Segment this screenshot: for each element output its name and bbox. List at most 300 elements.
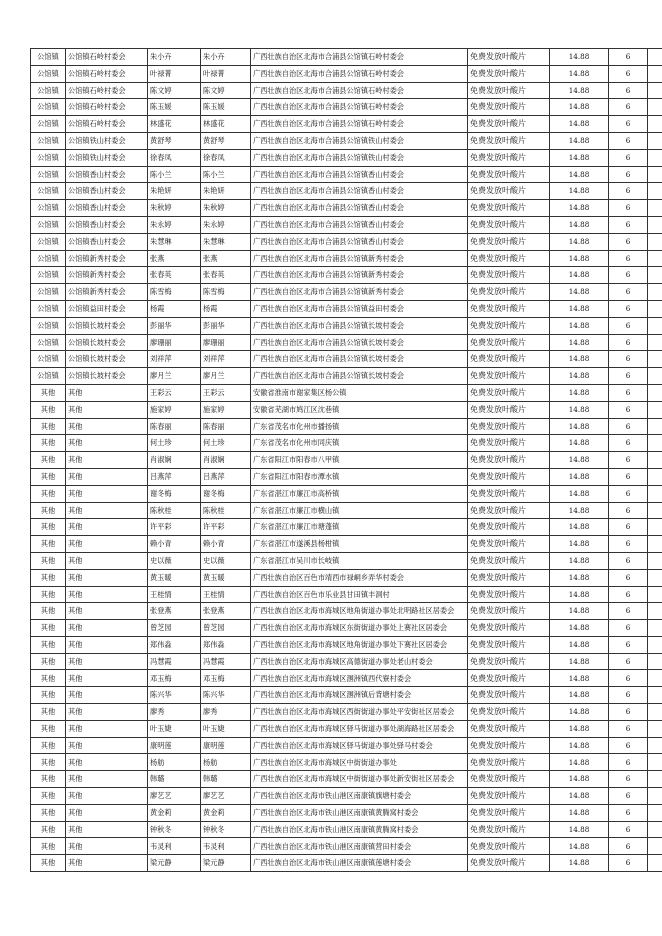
verified-name-cell: 谢冬梅 (201, 485, 251, 502)
remarks-cell (648, 368, 662, 385)
amount-cell: 14.88 (550, 317, 609, 334)
address-cell: 广东省阳江市阳春市八甲镇 (251, 452, 468, 469)
recipient-name-cell: 陈秋桂 (148, 502, 201, 519)
town-cell: 公馆镇 (31, 368, 66, 385)
address-cell: 安徽省淮南市谢家集区杨公镇 (251, 384, 468, 401)
table-row (31, 99, 662, 116)
amount-cell: 14.88 (550, 368, 609, 385)
address-cell: 广西壮族自治区北海市合浦县公馆镇铁山村委会 (251, 149, 468, 166)
recipient-name-cell: 梁元静 (148, 855, 201, 872)
service-cell: 免费发放叶酸片 (468, 620, 550, 637)
amount-cell: 14.88 (550, 250, 609, 267)
remarks-cell (648, 452, 662, 469)
recipient-name-cell: 徐春凤 (148, 149, 201, 166)
table-row (31, 351, 662, 368)
quantity-cell: 6 (609, 65, 648, 82)
recipient-name-cell: 朱慧琳 (148, 233, 201, 250)
table-row (31, 586, 662, 603)
recipient-name-cell: 肖淑娴 (148, 452, 201, 469)
amount-cell: 14.88 (550, 586, 609, 603)
recipient-name-cell: 张春英 (148, 267, 201, 284)
quantity-cell: 6 (609, 687, 648, 704)
remarks-cell (648, 82, 662, 99)
address-cell: 广西壮族自治区北海市海城区涠洲镇西代寮村委会 (251, 670, 468, 687)
table-row (31, 603, 662, 620)
address-cell: 广西壮族自治区北海市海城区地角街道办事处下赛社区居委会 (251, 636, 468, 653)
quantity-cell: 6 (609, 418, 648, 435)
quantity-cell: 6 (609, 49, 648, 66)
service-cell: 免费发放叶酸片 (468, 804, 550, 821)
amount-cell: 14.88 (550, 401, 609, 418)
amount-cell: 14.88 (550, 166, 609, 183)
recipient-name-cell: 彭丽华 (148, 317, 201, 334)
village-cell: 其他 (66, 754, 148, 771)
amount-cell: 14.88 (550, 653, 609, 670)
verified-name-cell: 黄金莉 (201, 804, 251, 821)
town-cell: 公馆镇 (31, 166, 66, 183)
amount-cell: 14.88 (550, 284, 609, 301)
village-cell: 其他 (66, 552, 148, 569)
town-cell: 公馆镇 (31, 300, 66, 317)
table-row (31, 250, 662, 267)
table-row (31, 771, 662, 788)
town-cell: 其他 (31, 485, 66, 502)
amount-cell: 14.88 (550, 636, 609, 653)
quantity-cell: 6 (609, 452, 648, 469)
remarks-cell (648, 233, 662, 250)
address-cell: 广西壮族自治区北海市合浦县公馆镇香山村委会 (251, 166, 468, 183)
address-cell: 广西壮族自治区百色市靖西市禄峒乡弄华村委会 (251, 569, 468, 586)
address-cell: 广东省湛江市廉江市塘蓬镇 (251, 519, 468, 536)
address-cell: 广西壮族自治区北海市合浦县公馆镇长坡村委会 (251, 334, 468, 351)
amount-cell: 14.88 (550, 603, 609, 620)
town-cell: 其他 (31, 670, 66, 687)
verified-name-cell: 王桂情 (201, 586, 251, 603)
amount-cell: 14.88 (550, 99, 609, 116)
town-cell: 其他 (31, 804, 66, 821)
remarks-cell (648, 620, 662, 637)
address-cell: 广西壮族自治区北海市海城区涠洲镇后背塘村委会 (251, 687, 468, 704)
address-cell: 广西壮族自治区北海市海城区中街街道办事处新安街社区居委会 (251, 771, 468, 788)
table-row (31, 183, 662, 200)
village-cell: 其他 (66, 468, 148, 485)
town-cell: 公馆镇 (31, 334, 66, 351)
verified-name-cell: 陈兴华 (201, 687, 251, 704)
service-cell: 免费发放叶酸片 (468, 82, 550, 99)
service-cell: 免费发放叶酸片 (468, 267, 550, 284)
table-row (31, 49, 662, 66)
remarks-cell (648, 804, 662, 821)
village-cell: 其他 (66, 720, 148, 737)
service-cell: 免费发放叶酸片 (468, 49, 550, 66)
table-row (31, 452, 662, 469)
village-cell: 其他 (66, 804, 148, 821)
quantity-cell: 6 (609, 435, 648, 452)
recipient-name-cell: 廖秀 (148, 704, 201, 721)
quantity-cell: 6 (609, 368, 648, 385)
table-row (31, 216, 662, 233)
service-cell: 免费发放叶酸片 (468, 586, 550, 603)
service-cell: 免费发放叶酸片 (468, 468, 550, 485)
table-row (31, 653, 662, 670)
service-cell: 免费发放叶酸片 (468, 720, 550, 737)
remarks-cell (648, 485, 662, 502)
remarks-cell (648, 720, 662, 737)
remarks-cell (648, 300, 662, 317)
table-row (31, 418, 662, 435)
quantity-cell: 6 (609, 149, 648, 166)
remarks-cell (648, 116, 662, 133)
town-cell: 其他 (31, 653, 66, 670)
table-row (31, 116, 662, 133)
recipient-name-cell: 朱艳妍 (148, 183, 201, 200)
service-cell: 免费发放叶酸片 (468, 754, 550, 771)
verified-name-cell: 陈小兰 (201, 166, 251, 183)
service-cell: 免费发放叶酸片 (468, 519, 550, 536)
town-cell: 其他 (31, 586, 66, 603)
service-cell: 免费发放叶酸片 (468, 116, 550, 133)
quantity-cell: 6 (609, 670, 648, 687)
village-cell: 公馆镇新秀村委会 (66, 284, 148, 301)
remarks-cell (648, 250, 662, 267)
town-cell: 其他 (31, 838, 66, 855)
quantity-cell: 6 (609, 200, 648, 217)
verified-name-cell: 张燕 (201, 250, 251, 267)
recipient-name-cell: 黄玉暖 (148, 569, 201, 586)
village-cell: 公馆镇香山村委会 (66, 166, 148, 183)
address-cell: 广西壮族自治区北海市铁山港区南康镇黄腾窝村委会 (251, 821, 468, 838)
quantity-cell: 6 (609, 838, 648, 855)
address-cell: 广西壮族自治区北海市海城区高德街道办事处老山村委会 (251, 653, 468, 670)
amount-cell: 14.88 (550, 687, 609, 704)
recipient-name-cell: 廖月兰 (148, 368, 201, 385)
verified-name-cell: 吕燕萍 (201, 468, 251, 485)
town-cell: 公馆镇 (31, 82, 66, 99)
amount-cell: 14.88 (550, 82, 609, 99)
address-cell: 广西壮族自治区北海市合浦县公馆镇香山村委会 (251, 183, 468, 200)
town-cell: 公馆镇 (31, 99, 66, 116)
quantity-cell: 6 (609, 821, 648, 838)
quantity-cell: 6 (609, 771, 648, 788)
remarks-cell (648, 838, 662, 855)
village-cell: 其他 (66, 519, 148, 536)
town-cell: 其他 (31, 519, 66, 536)
recipient-name-cell: 谢冬梅 (148, 485, 201, 502)
address-cell: 广西壮族自治区北海市铁山港区南康镇营田村委会 (251, 838, 468, 855)
address-cell: 广西壮族自治区北海市合浦县公馆镇新秀村委会 (251, 267, 468, 284)
quantity-cell: 6 (609, 267, 648, 284)
distribution-table (30, 48, 662, 872)
verified-name-cell: 陈玉媛 (201, 99, 251, 116)
town-cell: 其他 (31, 536, 66, 553)
amount-cell: 14.88 (550, 132, 609, 149)
town-cell: 其他 (31, 435, 66, 452)
service-cell: 免费发放叶酸片 (468, 653, 550, 670)
amount-cell: 14.88 (550, 754, 609, 771)
village-cell: 其他 (66, 569, 148, 586)
recipient-name-cell: 陈文婷 (148, 82, 201, 99)
amount-cell: 14.88 (550, 855, 609, 872)
amount-cell: 14.88 (550, 116, 609, 133)
service-cell: 免费发放叶酸片 (468, 166, 550, 183)
service-cell: 免费发放叶酸片 (468, 569, 550, 586)
village-cell: 其他 (66, 485, 148, 502)
address-cell: 广西壮族自治区北海市海城区地角街道办事处北明路社区居委会 (251, 603, 468, 620)
quantity-cell: 6 (609, 401, 648, 418)
village-cell: 其他 (66, 855, 148, 872)
verified-name-cell: 杨霞 (201, 300, 251, 317)
remarks-cell (648, 519, 662, 536)
service-cell: 免费发放叶酸片 (468, 821, 550, 838)
table-row (31, 838, 662, 855)
service-cell: 免费发放叶酸片 (468, 485, 550, 502)
address-cell: 广西壮族自治区北海市合浦县公馆镇石岭村委会 (251, 49, 468, 66)
recipient-name-cell: 廖艺艺 (148, 788, 201, 805)
quantity-cell: 6 (609, 284, 648, 301)
remarks-cell (648, 569, 662, 586)
town-cell: 公馆镇 (31, 65, 66, 82)
amount-cell: 14.88 (550, 183, 609, 200)
table-row (31, 804, 662, 821)
quantity-cell: 6 (609, 737, 648, 754)
service-cell: 免费发放叶酸片 (468, 452, 550, 469)
verified-name-cell: 朱慧琳 (201, 233, 251, 250)
village-cell: 其他 (66, 653, 148, 670)
verified-name-cell: 曾芝园 (201, 620, 251, 637)
town-cell: 其他 (31, 502, 66, 519)
town-cell: 其他 (31, 821, 66, 838)
address-cell: 广西壮族自治区北海市铁山港区南康镇旗塘村委会 (251, 788, 468, 805)
table-row (31, 368, 662, 385)
address-cell: 广东省湛江市吴川市长岐镇 (251, 552, 468, 569)
table-row (31, 485, 662, 502)
town-cell: 其他 (31, 687, 66, 704)
service-cell: 免费发放叶酸片 (468, 838, 550, 855)
table-row (31, 687, 662, 704)
quantity-cell: 6 (609, 233, 648, 250)
verified-name-cell: 陈文婷 (201, 82, 251, 99)
amount-cell: 14.88 (550, 620, 609, 637)
village-cell: 公馆镇长坡村委会 (66, 351, 148, 368)
remarks-cell (648, 317, 662, 334)
remarks-cell (648, 603, 662, 620)
table-row (31, 788, 662, 805)
recipient-name-cell: 郑伟淼 (148, 636, 201, 653)
quantity-cell: 6 (609, 855, 648, 872)
address-cell: 广西壮族自治区北海市海城区驿马街道办事处湖海路社区居委会 (251, 720, 468, 737)
recipient-name-cell: 韩璐 (148, 771, 201, 788)
table-row (31, 200, 662, 217)
town-cell: 其他 (31, 418, 66, 435)
table-row (31, 334, 662, 351)
remarks-cell (648, 166, 662, 183)
amount-cell: 14.88 (550, 233, 609, 250)
remarks-cell (648, 216, 662, 233)
village-cell: 公馆镇长坡村委会 (66, 334, 148, 351)
village-cell: 公馆镇石岭村委会 (66, 49, 148, 66)
verified-name-cell: 施家婷 (201, 401, 251, 418)
amount-cell: 14.88 (550, 720, 609, 737)
remarks-cell (648, 435, 662, 452)
recipient-name-cell: 邓玉梅 (148, 670, 201, 687)
amount-cell: 14.88 (550, 65, 609, 82)
amount-cell: 14.88 (550, 418, 609, 435)
verified-name-cell: 史以薇 (201, 552, 251, 569)
address-cell: 广东省湛江市遂溪县杨柑镇 (251, 536, 468, 553)
address-cell: 广西壮族自治区北海市合浦县公馆镇香山村委会 (251, 216, 468, 233)
quantity-cell: 6 (609, 502, 648, 519)
quantity-cell: 6 (609, 351, 648, 368)
remarks-cell (648, 49, 662, 66)
recipient-name-cell: 冯慧霞 (148, 653, 201, 670)
service-cell: 免费发放叶酸片 (468, 384, 550, 401)
table-row (31, 435, 662, 452)
service-cell: 免费发放叶酸片 (468, 368, 550, 385)
quantity-cell: 6 (609, 720, 648, 737)
address-cell: 广西壮族自治区北海市海城区中街街道办事处 (251, 754, 468, 771)
address-cell: 安徽省芜湖市鸠江区沈巷镇 (251, 401, 468, 418)
village-cell: 其他 (66, 838, 148, 855)
village-cell: 其他 (66, 452, 148, 469)
town-cell: 公馆镇 (31, 183, 66, 200)
village-cell: 公馆镇香山村委会 (66, 216, 148, 233)
quantity-cell: 6 (609, 804, 648, 821)
service-cell: 免费发放叶酸片 (468, 670, 550, 687)
town-cell: 公馆镇 (31, 216, 66, 233)
service-cell: 免费发放叶酸片 (468, 771, 550, 788)
verified-name-cell: 朱秋婷 (201, 200, 251, 217)
recipient-name-cell: 张燕 (148, 250, 201, 267)
town-cell: 其他 (31, 401, 66, 418)
address-cell: 广东省湛江市廉江市横山镇 (251, 502, 468, 519)
verified-name-cell: 韦灵利 (201, 838, 251, 855)
recipient-name-cell: 赖小青 (148, 536, 201, 553)
village-cell: 公馆镇铁山村委会 (66, 149, 148, 166)
amount-cell: 14.88 (550, 804, 609, 821)
verified-name-cell: 彭丽华 (201, 317, 251, 334)
service-cell: 免费发放叶酸片 (468, 183, 550, 200)
table-row (31, 636, 662, 653)
town-cell: 其他 (31, 552, 66, 569)
verified-name-cell: 廖珊丽 (201, 334, 251, 351)
remarks-cell (648, 267, 662, 284)
amount-cell: 14.88 (550, 200, 609, 217)
remarks-cell (648, 704, 662, 721)
remarks-cell (648, 183, 662, 200)
service-cell: 免费发放叶酸片 (468, 250, 550, 267)
village-cell: 其他 (66, 384, 148, 401)
verified-name-cell: 刘祥萍 (201, 351, 251, 368)
amount-cell: 14.88 (550, 267, 609, 284)
remarks-cell (648, 670, 662, 687)
amount-cell: 14.88 (550, 468, 609, 485)
address-cell: 广西壮族自治区北海市海城区驿马街道办事处驿马村委会 (251, 737, 468, 754)
town-cell: 公馆镇 (31, 200, 66, 217)
address-cell: 广西壮族自治区北海市合浦县公馆镇新秀村委会 (251, 250, 468, 267)
quantity-cell: 6 (609, 788, 648, 805)
address-cell: 广西壮族自治区百色市乐业县甘田镇丰洞村 (251, 586, 468, 603)
amount-cell: 14.88 (550, 821, 609, 838)
table-row (31, 855, 662, 872)
amount-cell: 14.88 (550, 670, 609, 687)
village-cell: 其他 (66, 670, 148, 687)
quantity-cell: 6 (609, 99, 648, 116)
table-row (31, 132, 662, 149)
service-cell: 免费发放叶酸片 (468, 99, 550, 116)
verified-name-cell: 徐春凤 (201, 149, 251, 166)
verified-name-cell: 朱艳妍 (201, 183, 251, 200)
recipient-name-cell: 杨舫 (148, 754, 201, 771)
village-cell: 其他 (66, 821, 148, 838)
service-cell: 免费发放叶酸片 (468, 200, 550, 217)
amount-cell: 14.88 (550, 569, 609, 586)
address-cell: 广西壮族自治区北海市合浦县公馆镇石岭村委会 (251, 82, 468, 99)
recipient-name-cell: 陈雪梅 (148, 284, 201, 301)
verified-name-cell: 邓玉梅 (201, 670, 251, 687)
remarks-cell (648, 149, 662, 166)
quantity-cell: 6 (609, 704, 648, 721)
address-cell: 广西壮族自治区北海市合浦县公馆镇铁山村委会 (251, 132, 468, 149)
verified-name-cell: 杨舫 (201, 754, 251, 771)
amount-cell: 14.88 (550, 552, 609, 569)
table-row (31, 166, 662, 183)
amount-cell: 14.88 (550, 704, 609, 721)
recipient-name-cell: 杨霞 (148, 300, 201, 317)
town-cell: 公馆镇 (31, 49, 66, 66)
table-row (31, 552, 662, 569)
recipient-name-cell: 曾芝园 (148, 620, 201, 637)
remarks-cell (648, 636, 662, 653)
remarks-cell (648, 754, 662, 771)
village-cell: 公馆镇益田村委会 (66, 300, 148, 317)
table-row (31, 300, 662, 317)
remarks-cell (648, 284, 662, 301)
recipient-name-cell: 王桂情 (148, 586, 201, 603)
recipient-name-cell: 吕燕萍 (148, 468, 201, 485)
recipient-name-cell: 施家婷 (148, 401, 201, 418)
town-cell: 其他 (31, 636, 66, 653)
town-cell: 公馆镇 (31, 233, 66, 250)
remarks-cell (648, 687, 662, 704)
remarks-cell (648, 737, 662, 754)
table-row (31, 620, 662, 637)
amount-cell: 14.88 (550, 485, 609, 502)
town-cell: 其他 (31, 620, 66, 637)
town-cell: 其他 (31, 788, 66, 805)
amount-cell: 14.88 (550, 149, 609, 166)
table-body (31, 49, 662, 872)
verified-name-cell: 黄舒琴 (201, 132, 251, 149)
verified-name-cell: 叶禄菁 (201, 65, 251, 82)
recipient-name-cell: 康明莲 (148, 737, 201, 754)
service-cell: 免费发放叶酸片 (468, 788, 550, 805)
village-cell: 其他 (66, 603, 148, 620)
remarks-cell (648, 536, 662, 553)
town-cell: 公馆镇 (31, 132, 66, 149)
amount-cell: 14.88 (550, 435, 609, 452)
verified-name-cell: 赖小青 (201, 536, 251, 553)
address-cell: 广西壮族自治区北海市铁山港区南康镇莲塘村委会 (251, 855, 468, 872)
verified-name-cell: 王彩云 (201, 384, 251, 401)
town-cell: 其他 (31, 452, 66, 469)
recipient-name-cell: 陈春丽 (148, 418, 201, 435)
verified-name-cell: 张春英 (201, 267, 251, 284)
service-cell: 免费发放叶酸片 (468, 284, 550, 301)
service-cell: 免费发放叶酸片 (468, 687, 550, 704)
recipient-name-cell: 叶禄菁 (148, 65, 201, 82)
quantity-cell: 6 (609, 384, 648, 401)
table-row (31, 720, 662, 737)
